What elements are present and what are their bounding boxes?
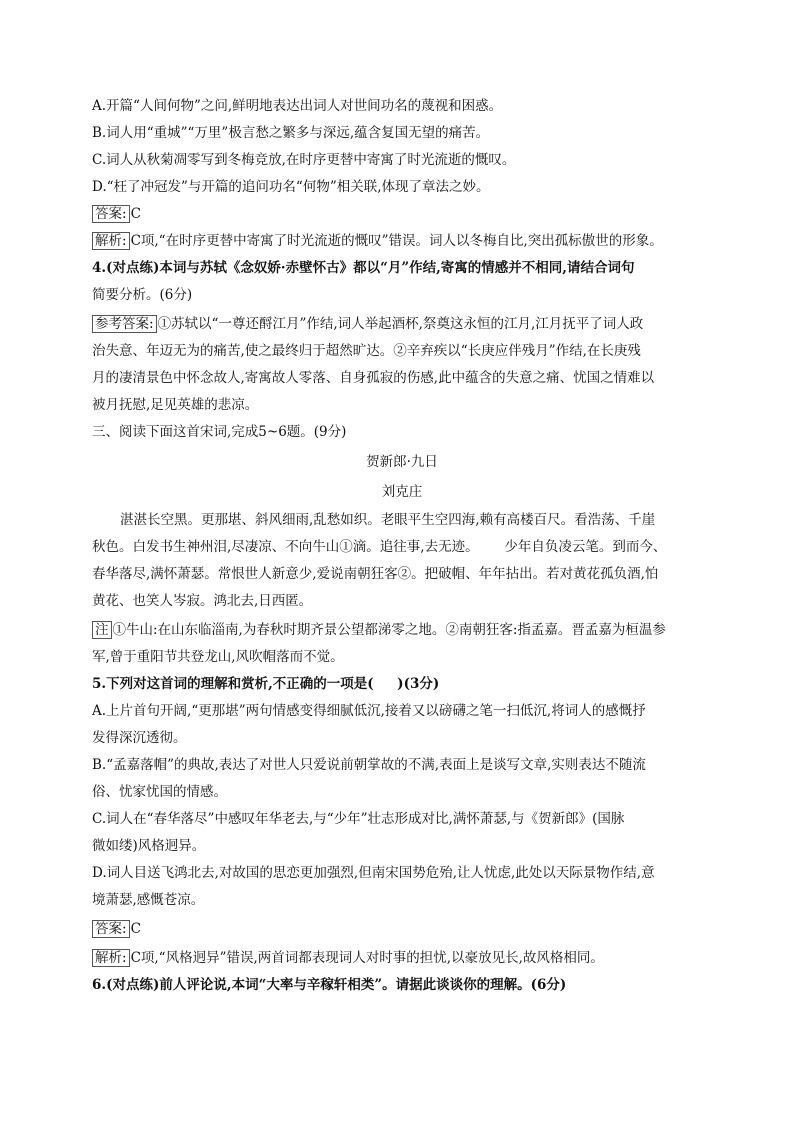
q4-stem-line1: 4.(对点练)本词与苏轼《念奴娇·赤壁怀古》都以“月”作结,寄寓的情感并不相同,请结合词句 [92,260,635,276]
q5-option-a: A.上片首句开阔,“更那堪”两句情感变得细腻低沉,接着又以磅礴之笔一扫低沉,将词人的感慨抒 [92,703,646,719]
q3-option-c: C.词人从秋菊凋零写到冬梅竞放,在时序更替中寄寓了时光流逝的慨叹。 [92,152,516,168]
explanation-text: C项,“风格迥异”错误,两首词都表现词人对时事的担忧,以豪放见长,故风格相同。 [130,950,604,966]
q5-option-b: B.“孟嘉落帽”的典故,表达了对世人只爱说前朝掌故的不满,表面上是谈写文章,实则表达不随流 [92,757,646,773]
poem-line: 黄花、也笑人岑寂。鸿北去,日西匿。 [92,593,313,609]
q5-option-c: C.词人在“春华落尽”中感叹年华老去,与“少年”壮志形成对比,满怀萧瑟,与《贺新郎》(国脉 [92,811,625,827]
explanation-label: 解析: [92,949,130,967]
answer-value: C [130,206,141,222]
poem-line: 秋色。白发书生神州泪,尽凄凉、不向牛山①滴。追往事,去无迹。 少年自负凌云笔。到而今、 [92,539,667,555]
poem-author: 刘克庄 [381,484,423,500]
q4-reference-line4: 被月抚慰,足见英雄的悲凉。 [92,397,259,413]
q5-option-b-cont: 俗、忧家忧国的情感。 [92,784,227,800]
answer-label: 答案: [92,205,130,223]
q5-option-a-cont: 发得深沉透彻。 [92,730,187,746]
q4-stem-line2: 简要分析。(6分) [92,287,193,303]
poem-line: 湛湛长空黑。更那堪、斜风细雨,乱愁如织。老眼平生空四海,赖有高楼百尺。看浩荡、千崖 [120,512,656,528]
q6-stem: 6.(对点练)前人评论说,本词“大率与辛稼轩相类”。请据此谈谈你的理解。(6分) [92,977,567,993]
q4-reference-line2: 治失意、年迈无为的痛苦,使之最终归于超然旷达。②辛弃疾以“长庚应伴残月”作结,在长庚残 [92,343,641,359]
q5-stem: 5.下列对这首词的理解和赏析,不正确的一项是( )(3分) [92,676,440,692]
q3-explanation [92,231,663,251]
notes-text: ①牛山:在山东临淄南,为春秋时期齐景公望都涕零之地。②南朝狂客:指孟嘉。晋孟嘉为桓温参 [112,622,666,638]
poem-title: 贺新郎·九日 [366,454,438,470]
explanation-text: C项,“在时序更替中寄寓了时光流逝的慨叹”错误。词人以冬梅自比,突出孤标傲世的形象。 [130,233,663,249]
q3-option-b: B.词人用“重城”“万里”极言愁之繁多与深远,蕴含复国无望的痛苦。 [92,125,490,141]
reference-text: ①苏轼以“一尊还酹江月”作结,词人举起酒杯,祭奠这永恒的江月,江月抚平了词人政 [157,316,644,332]
q4-reference-line3: 月的凄清景色中怀念故人,寄寓故人零落、自身孤寂的伤感,此中蕴含的失意之痛、忧国之情难以 [92,370,655,386]
q4-reference-answer [92,314,643,334]
poem-line: 春华落尽,满怀萧瑟。常恨世人新意少,爱说南朝狂客②。把破帽、年年拈出。若对黄花孤负酒,怕 [92,566,659,582]
q3-answer [92,204,141,224]
q3-option-d: D.“枉了冲冠发”与开篇的追问功名“何物”相关联,体现了章法之妙。 [92,179,490,195]
q5-option-d: D.词人目送飞鸿北去,对故国的思恋更加强烈,但南宋国势危殆,让人忧虑,此处以天际景物作结,意 [92,865,655,881]
poem-notes-line2: 军,曾于重阳节共登龙山,风吹帽落而不觉。 [92,649,344,665]
explanation-label: 解析: [92,232,130,250]
q5-explanation [92,948,604,968]
q5-option-d-cont: 境萧瑟,感慨苍凉。 [92,892,205,908]
poem-notes [92,620,666,640]
notes-label: 注 [92,621,112,639]
reference-label: 参考答案: [92,315,157,333]
section-heading: 三、阅读下面这首宋词,完成5~6题。(9分) [92,424,347,440]
answer-value: C [130,921,141,937]
q3-option-a: A.开篇“人间何物”之问,鲜明地表达出词人对世间功名的蔑视和困惑。 [92,98,503,114]
q5-option-c-cont: 微如缕)风格迥异。 [92,838,206,854]
answer-label: 答案: [92,920,130,938]
q5-answer [92,919,141,939]
